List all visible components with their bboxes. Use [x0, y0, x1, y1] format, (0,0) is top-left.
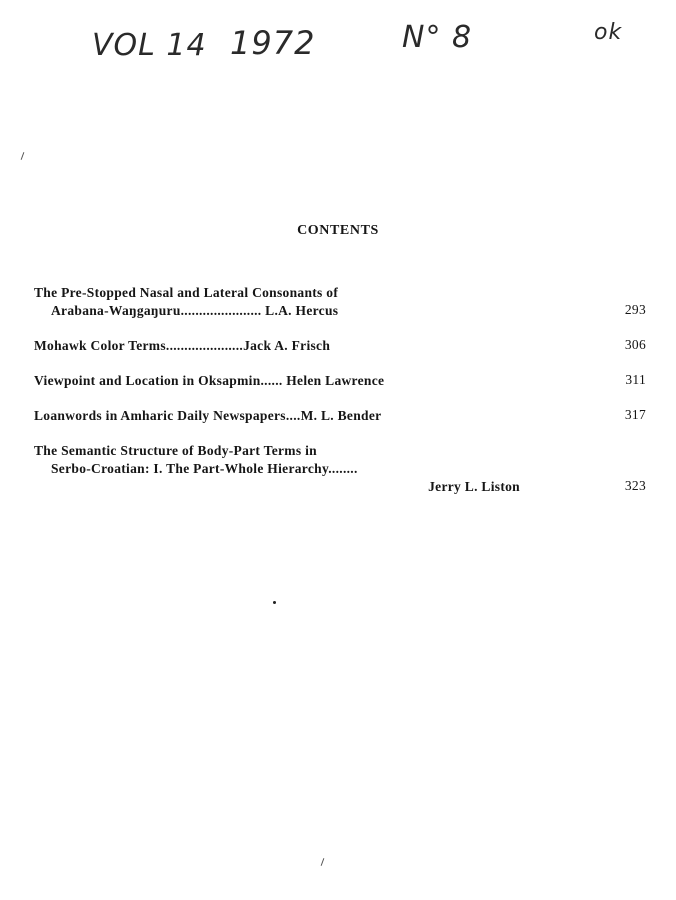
entry-page-number: 317 — [624, 407, 646, 422]
handwritten-ok-mark: ok — [594, 20, 623, 45]
entry-title-author-line: Mohawk Color Terms.....................Jack A. Frisch — [34, 338, 331, 353]
entry-title-line: The Pre-Stopped Nasal and Lateral Consonants of — [34, 285, 339, 300]
entry-page-number: 293 — [624, 302, 646, 317]
entry-page-number: 323 — [624, 478, 646, 493]
stray-mark — [321, 858, 325, 866]
entry-author-line: Jerry L. Liston — [428, 479, 520, 494]
table-of-contents — [34, 284, 646, 513]
stray-mark — [21, 152, 25, 160]
contents-heading: CONTENTS — [297, 223, 379, 238]
handwritten-year: 1972 — [230, 24, 316, 62]
ink-speck — [273, 601, 276, 604]
toc-entry — [34, 284, 646, 320]
handwritten-number: N° 8 — [402, 20, 473, 55]
handwritten-volume: VOL 14 — [92, 28, 207, 63]
entry-title-author-line: Arabana-Waŋgaŋuru...................... L.A. Hercus — [51, 303, 339, 318]
entry-title-author-line: Loanwords in Amharic Daily Newspapers....M. L. Bender — [34, 408, 382, 423]
entry-title-author-line: Viewpoint and Location in Oksapmin...... Helen Lawrence — [34, 373, 385, 388]
toc-entry — [34, 337, 646, 355]
toc-entry — [34, 407, 646, 425]
entry-page-number: 306 — [624, 337, 646, 352]
toc-entry — [34, 372, 646, 390]
toc-entry — [34, 442, 646, 496]
entry-title-line: The Semantic Structure of Body-Part Terms in — [34, 443, 317, 458]
entry-title-line: Serbo-Croatian: I. The Part-Whole Hierarchy........ — [51, 461, 358, 476]
entry-page-number: 311 — [625, 372, 646, 387]
